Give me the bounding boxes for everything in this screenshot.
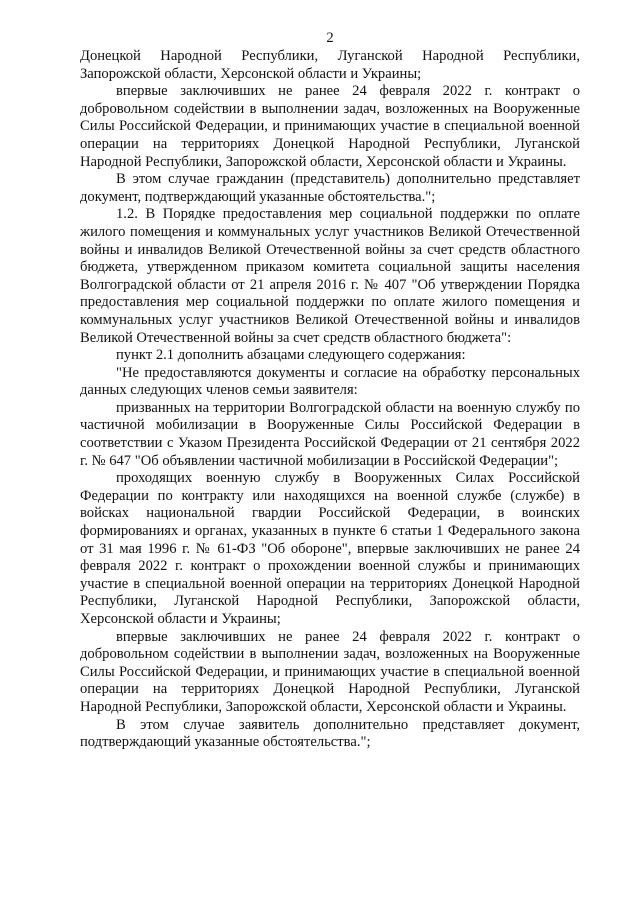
paragraph: призванных на территории Волгоградской области на военную службу по частичной мобилизации в Вооруженные Силы Российской Федерации в соответствии с Указом Президента Российской Федерации от 21 сентября 2022 г. № 647 "Об объявлении частичной мобилизации в Российской Федерации"; (80, 399, 580, 469)
paragraph: 1.2. В Порядке предоставления мер социальной поддержки по оплате жилого помещения и коммунальных услуг участников Великой Отечественной войны и инвалидов Великой Отечественной войны за счет средств областного бюджета, утвержденном приказом комитета социальной защиты населения Волгоградской области от 21 апреля 2016 г. № 407 "Об утверждении Порядка предоставления мер социальной поддержки по оплате жилого помещения и коммунальных услуг участников Великой Отечественной войны и инвалидов Великой Отечественной войны за счет средств областного бюджета": (80, 206, 580, 346)
paragraph: Донецкой Народной Республики, Луганской Народной Республики, Запорожской области, Херсонской области и Украины; (80, 48, 580, 82)
paragraph: "Не предоставляются документы и согласие на обработку персональных данных следующих членов семьи заявителя: (80, 364, 580, 399)
page-number: 2 (326, 30, 334, 46)
document-body (80, 48, 580, 752)
paragraph: В этом случае гражданин (представитель) дополнительно представляет документ, подтверждающий указанные обстоятельства."; (80, 171, 580, 205)
paragraph: впервые заключивших не ранее 24 февраля 2022 г. контракт о добровольном содействии в выполнении задач, возложенных на Вооруженные Силы Российской Федерации, и принимающих участие в специальной военной операции на территориях Донецкой Народной Республики, Луганской Народной Республики, Запорожской области, Херсонской области и Украины. (80, 628, 580, 715)
paragraph: впервые заключивших не ранее 24 февраля 2022 г. контракт о добровольном содействии в выполнении задач, возложенных на Вооруженные Силы Российской Федерации, и принимающих участие в специальной военной операции на территориях Донецкой Народной Республики, Луганской Народной Республики, Запорожской области, Херсонской области и Украины. (80, 83, 580, 170)
paragraph: пункт 2.1 дополнить абзацами следующего содержания: (116, 347, 466, 364)
paragraph: проходящих военную службу в Вооруженных Силах Российской Федерации по контракту или находящихся на военной службе (службе) в войсках национальной гвардии Российской Федерации, в воинских формированиях и органах, указанных в пункте 6 статьи 1 Федерального закона от 31 мая 1996 г. № 61-ФЗ "Об обороне", впервые заключивших не ранее 24 февраля 2022 г. контракт о прохождении военной службы и принимающих участие в специальной военной операции на территориях Донецкой Народной Республики, Луганской Народной Республики, Запорожской области, Херсонской области и Украины; (80, 470, 580, 627)
paragraph: В этом случае заявитель дополнительно представляет документ, подтверждающий указанные обстоятельства."; (80, 716, 580, 751)
document-page (80, 30, 580, 752)
